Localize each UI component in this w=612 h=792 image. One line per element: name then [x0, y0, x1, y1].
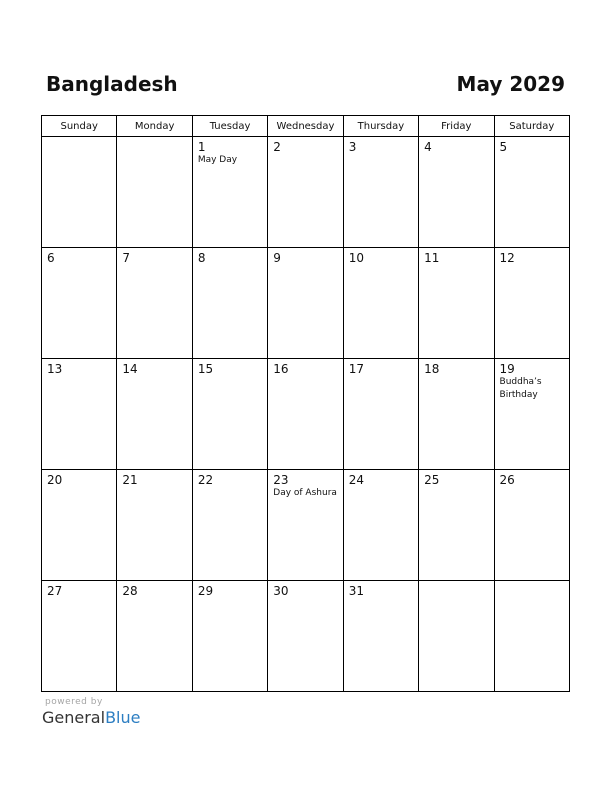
month-title: May 2029 — [456, 72, 565, 96]
day-number: 11 — [424, 251, 440, 265]
day-number: 22 — [197, 473, 214, 487]
day-cell — [192, 248, 267, 359]
day-number: 26 — [499, 473, 515, 487]
day-cell — [192, 359, 267, 470]
day-number: 20 — [47, 473, 63, 487]
day-cell — [419, 359, 494, 470]
day-cell — [192, 137, 267, 248]
day-number: 3 — [348, 140, 357, 154]
day-cell — [42, 581, 117, 692]
holiday-label: Buddha’s Birthday — [499, 377, 542, 400]
day-number: 17 — [348, 362, 364, 376]
weekday-tuesday: Tuesday — [192, 116, 267, 137]
powered-by-label: powered by — [45, 697, 103, 707]
day-number: 12 — [499, 251, 515, 265]
day-cell — [494, 137, 569, 248]
day-cell — [419, 248, 494, 359]
brand-general-text: General — [42, 708, 106, 727]
day-number: 28 — [122, 584, 138, 598]
day-number: 4 — [424, 140, 432, 154]
day-number: 10 — [348, 251, 364, 265]
day-cell — [42, 359, 117, 470]
day-cell — [268, 470, 343, 581]
day-cell — [419, 581, 494, 692]
day-cell — [42, 248, 117, 359]
week-row — [42, 581, 570, 692]
day-number: 5 — [499, 140, 508, 154]
day-number: 16 — [273, 362, 289, 376]
day-cell — [117, 137, 192, 248]
day-number: 27 — [47, 584, 63, 598]
weekday-wednesday: Wednesday — [268, 116, 343, 137]
day-number: 31 — [348, 584, 364, 598]
day-number: 19 — [499, 362, 515, 376]
weekday-saturday: Saturday — [494, 116, 569, 137]
day-cell — [343, 137, 418, 248]
day-cell — [419, 470, 494, 581]
day-number: 9 — [273, 251, 281, 265]
holiday-label: May Day — [197, 155, 238, 165]
day-cell — [268, 359, 343, 470]
day-number: 15 — [197, 362, 214, 376]
day-cell — [117, 359, 192, 470]
day-number: 8 — [197, 251, 206, 265]
weekday-thursday: Thursday — [343, 116, 418, 137]
day-cell — [494, 581, 569, 692]
weekday-monday: Monday — [117, 116, 192, 137]
week-row — [42, 137, 570, 248]
day-cell — [42, 470, 117, 581]
day-cell — [494, 470, 569, 581]
day-cell — [343, 359, 418, 470]
day-cell — [494, 248, 569, 359]
day-cell — [117, 248, 192, 359]
weekday-friday: Friday — [419, 116, 494, 137]
day-cell — [343, 470, 418, 581]
day-number: 2 — [273, 140, 281, 154]
day-cell — [343, 248, 418, 359]
brand-blue-text: Blue — [105, 708, 141, 727]
day-cell — [419, 137, 494, 248]
day-number: 29 — [197, 584, 214, 598]
week-row — [42, 470, 570, 581]
day-cell — [268, 581, 343, 692]
day-number: 21 — [122, 473, 138, 487]
day-cell — [117, 470, 192, 581]
generalblue-logo — [42, 708, 140, 728]
weekday-sunday: Sunday — [42, 116, 117, 137]
day-number: 13 — [47, 362, 63, 376]
week-row — [42, 359, 570, 470]
day-cell — [268, 137, 343, 248]
country-title: Bangladesh — [46, 72, 178, 96]
weekday-header-row — [42, 116, 570, 137]
calendar-grid — [41, 115, 570, 692]
day-number: 30 — [273, 584, 289, 598]
day-cell — [192, 470, 267, 581]
week-row — [42, 248, 570, 359]
day-cell — [268, 248, 343, 359]
day-cell — [192, 581, 267, 692]
day-cell — [343, 581, 418, 692]
day-cell — [42, 137, 117, 248]
holiday-label: Day of Ashura — [273, 488, 337, 498]
day-number: 7 — [122, 251, 131, 265]
day-number: 18 — [424, 362, 440, 376]
day-number: 14 — [122, 362, 138, 376]
day-cell — [494, 359, 569, 470]
day-number: 23 — [273, 473, 289, 487]
day-number: 24 — [348, 473, 364, 487]
day-cell — [117, 581, 192, 692]
day-number: 25 — [424, 473, 440, 487]
day-number: 1 — [197, 140, 206, 154]
day-number: 6 — [47, 251, 55, 265]
